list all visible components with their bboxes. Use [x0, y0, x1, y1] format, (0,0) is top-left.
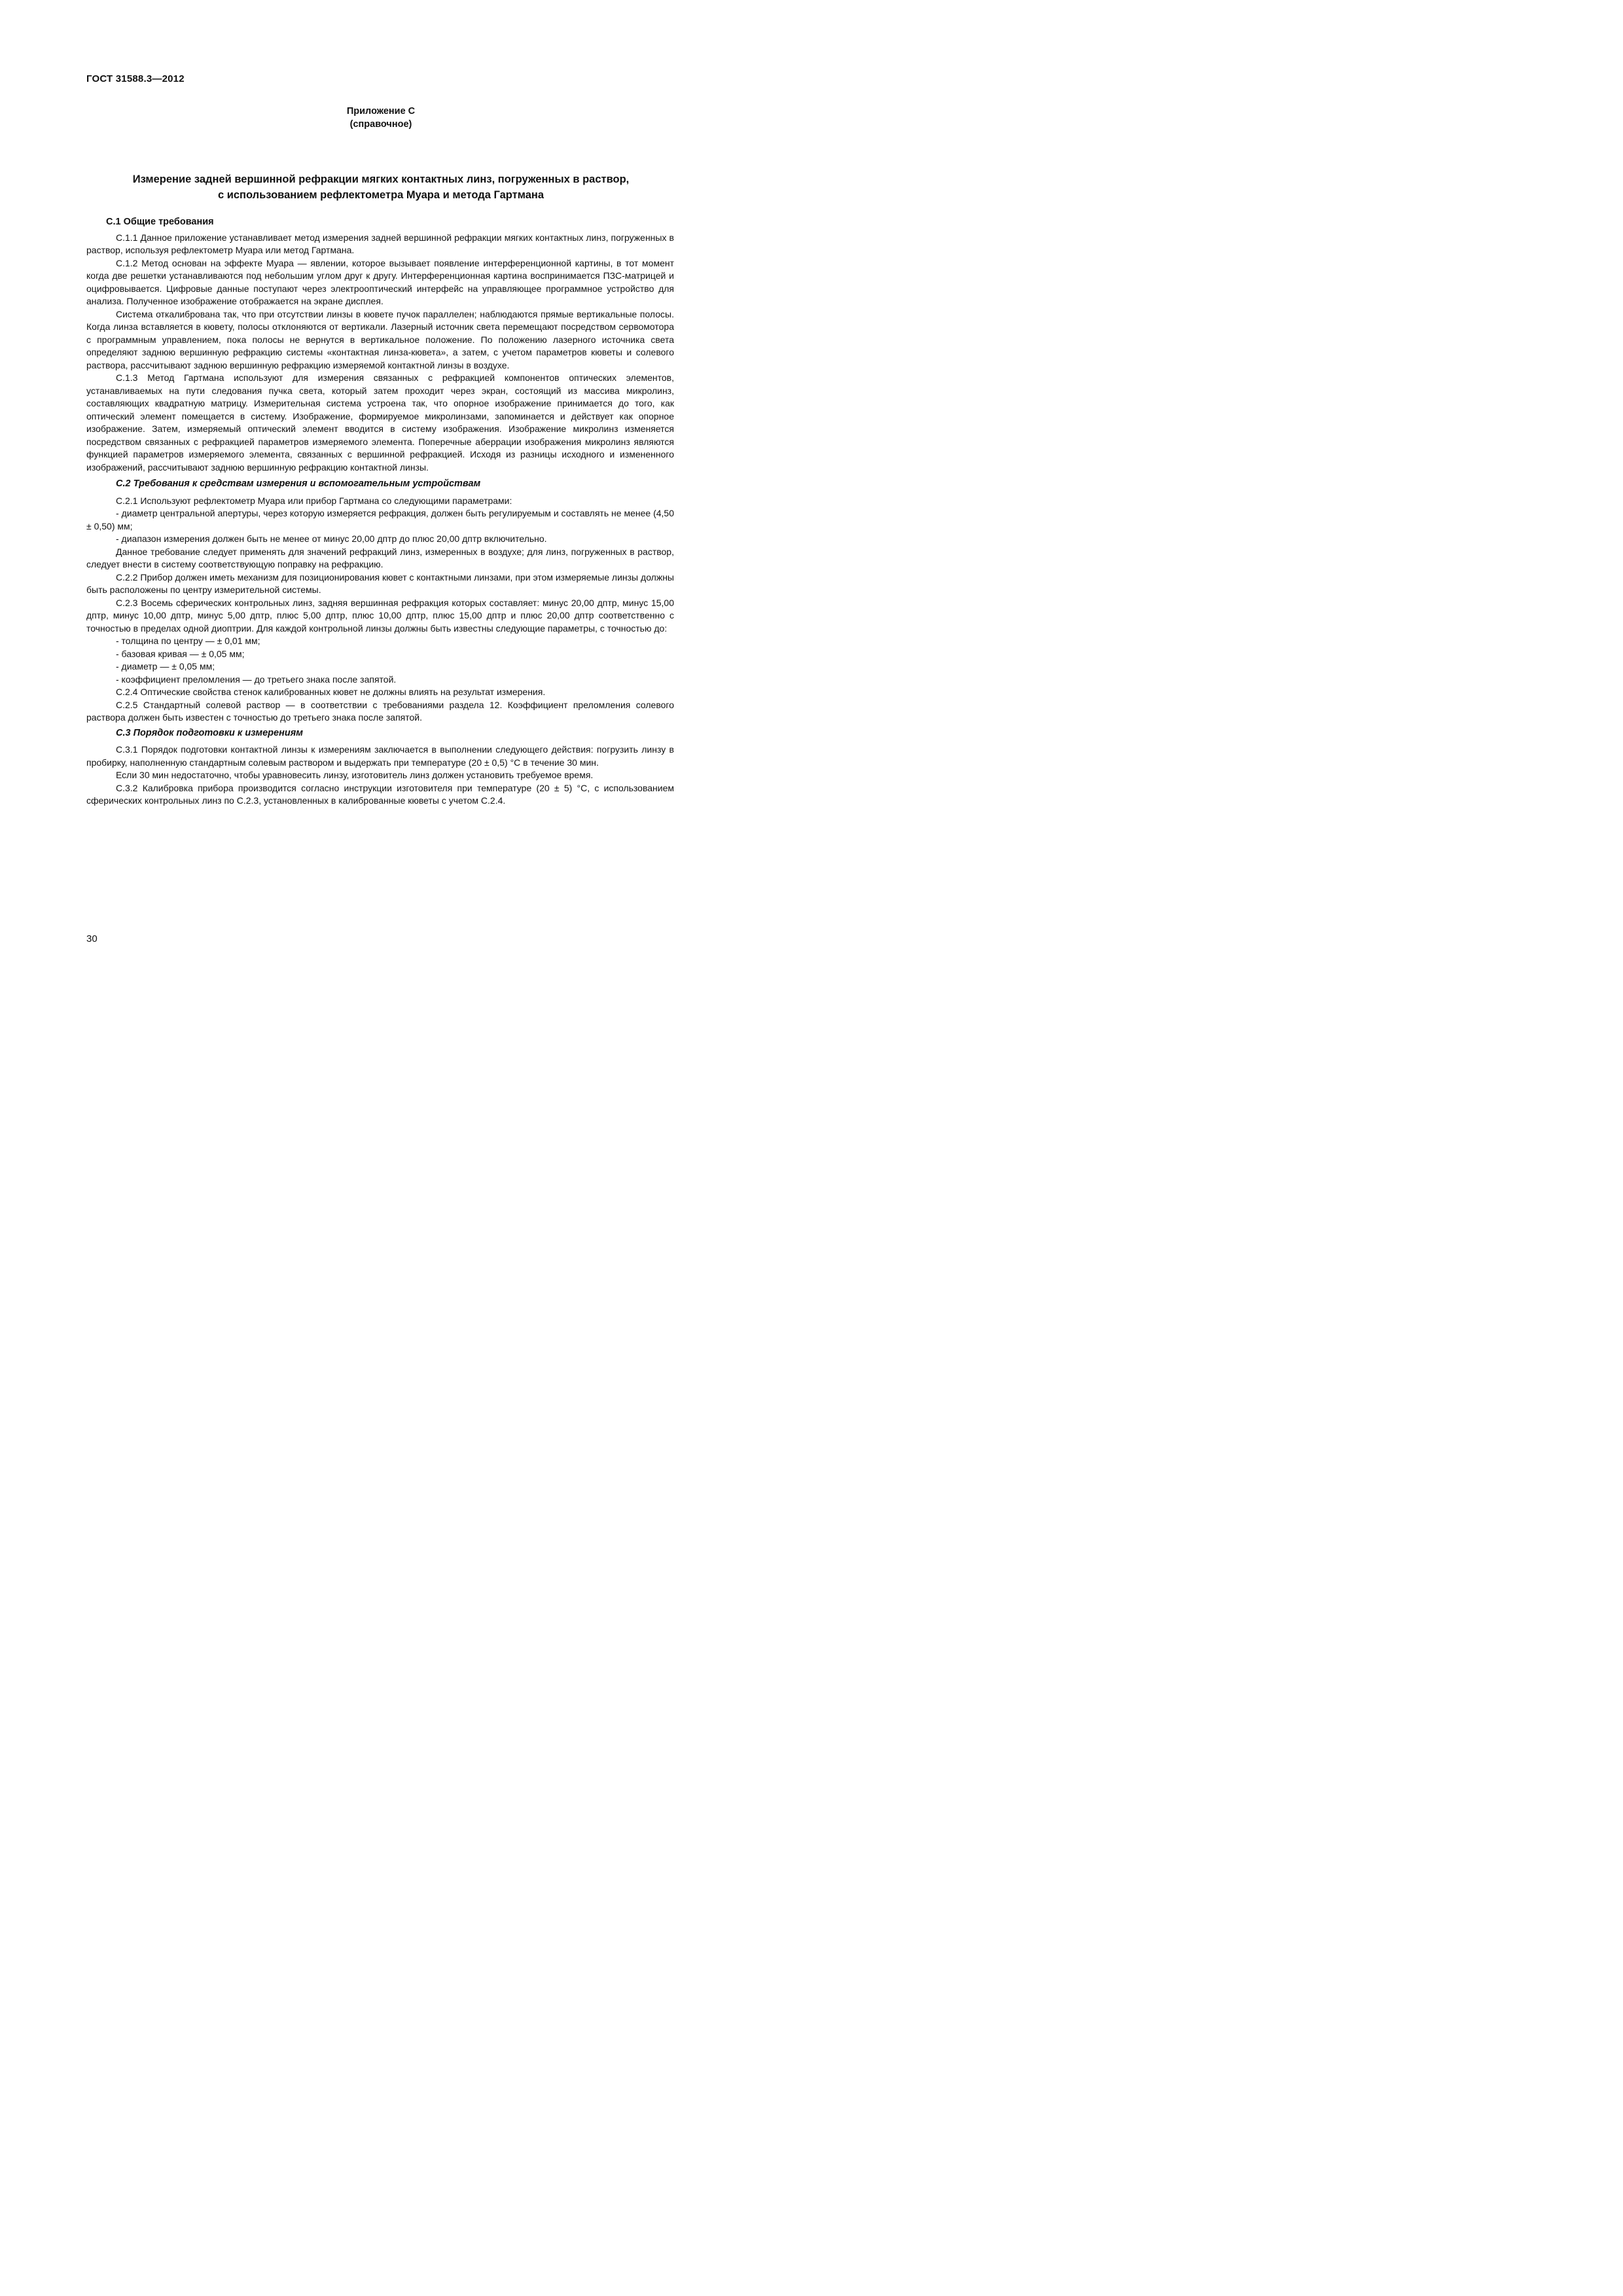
paragraph-c3-1: С.3.1 Порядок подготовки контактной линзы к измерениям заключается в выполнении следующего действия: погрузить линзу в пробирку, наполненную стандартным солевым раствором и выдержать при температуре (20 ± 0,5) °С в течение 30 мин. — [86, 744, 674, 768]
paragraph-c2-4: С.2.4 Оптические свойства стенок калиброванных кювет не должны влиять на результат измерения. — [116, 687, 546, 697]
list-item-thickness: - толщина по центру — ± 0,01 мм; — [116, 636, 260, 646]
page-number: 30 — [86, 933, 98, 944]
paragraph-c3-2: С.3.2 Калибровка прибора производится согласно инструкции изготовителя при температуре (20 ± 5) °С, с использованием сферических контрольных линз по С.2.3, установленных в калиброванные кюветы с учетом С.2.4. — [86, 782, 674, 806]
annex-heading — [0, 105, 762, 131]
section-heading-c3: С.3 Порядок подготовки к измерениям — [116, 727, 303, 738]
paragraph-c2-1: С.2.1 Используют рефлектометр Муара или прибор Гартмана со следующими параметрами: — [116, 495, 512, 506]
document-body — [86, 216, 674, 808]
paragraph-c1-3: С.1.3 Метод Гартмана используют для измерения связанных с рефракцией компонентов оптических элементов, устанавливаемых на пути следования пучка света, который затем проходит через экран, состоящий из массива микролинз, составляющих квадратную матрицу. Измерительная система устроена так, что опорное изображение принимается до того, как оптический элемент помещается в систему. Изображение, формируемое микролинзами, запоминается и действует как опорное изображение. Затем, измеряемый оптический элемент вводится в систему изображения. Изображение микролинз изменяется посредством связанных с рефракцией параметров измеряемого элемента. Поперечные аберрации изображения микролинз являются функцией параметров измеряемого элемента, связанных с вершинной рефракцией. Исходя из разницы исходного и измененного изображений, рассчитывают заднюю вершинную рефракцию контактной линзы. — [86, 372, 674, 473]
paragraph-c1-2: С.1.2 Метод основан на эффекте Муара — явлении, которое вызывает появление интерференционной картины, в тот момент когда две решетки устанавливаются под небольшим углом друг к другу. Интерференционная картина воспринимается ПЗС-матрицей и оцифровывается. Цифровые данные поступают через электрооптический интерфейс на управляющее программное устройство для анализа. Полученное изображение отображается на экране дисплея. — [86, 257, 674, 306]
annex-title — [59, 171, 703, 203]
section-heading-c1: С.1 Общие требования — [106, 217, 214, 227]
paragraph-c2-3: С.2.3 Восемь сферических контрольных линз, задняя вершинная рефракция которых составляет: минус 20,00 дптр, минус 15,00 дптр, минус 10,00 дптр, минус 5,00 дптр, плюс 5,00 дптр, плюс 10,00 дптр, плюс 15,00 дптр и плюс 20,00 дптр соответственно с точностью в пределах одной диоптрии. Для каждой контрольной линзы должны быть известны следующие параметры, с точностью до: — [86, 597, 674, 634]
list-item-range: - диапазон измерения должен быть не менее от минус 20,00 дптр до плюс 20,00 дптр включительно. — [116, 533, 547, 544]
paragraph-c2-2: С.2.2 Прибор должен иметь механизм для позиционирования кювет с контактными линзами, при этом измеряемые линзы должны быть расположены по центру измерительной системы. — [86, 571, 674, 595]
paragraph-c3-1-note: Если 30 мин недостаточно, чтобы уравновесить линзу, изготовитель линз должен установить требуемое время. — [116, 770, 594, 780]
paragraph-c1-2-cont: Система откалибрована так, что при отсутствии линзы в кювете пучок параллелен; наблюдаются прямые вертикальные полосы. Когда линза вставляется в кювету, полосы отклоняются от вертикали. Лазерный источник света перемещают посредством сервомотора с программным управлением, пока полосы не вернутся в вертикальное положение. По положению лазерного источника света определяют заднюю вершинную рефракцию системы «контактная линза-кювета», а затем, с учетом параметров кюветы и солевого раствора, рассчитывают заднюю вершинную рефракцию измеряемой контактной линзы в воздухе. — [86, 308, 674, 370]
list-item-base-curve: - базовая кривая — ± 0,05 мм; — [116, 648, 245, 659]
paragraph-c2-5: С.2.5 Стандартный солевой раствор — в соответствии с требованиями раздела 12. Коэффициент преломления солевого раствора должен быть известен с точностью до третьего знака после запятой. — [86, 699, 674, 723]
standard-number: ГОСТ 31588.3—2012 — [86, 73, 185, 84]
list-item-diameter: - диаметр — ± 0,05 мм; — [116, 661, 215, 672]
document-page — [0, 0, 722, 1021]
annex-type: (справочное) — [349, 119, 412, 130]
paragraph-c1-1: С.1.1 Данное приложение устанавливает метод измерения задней вершинной рефракции мягких контактных линз, погруженных в раствор, используя рефлектометр Муара или метод Гартмана. — [86, 232, 674, 255]
section-heading-c2: С.2 Требования к средствам измерения и вспомогательным устройствам — [116, 478, 481, 489]
annex-label: Приложение С — [346, 106, 416, 117]
paragraph-c2-1-note: Данное требование следует применять для значений рефракций линз, измеренных в воздухе; для линз, погруженных в раствор, следует внести в систему соответствующую поправку на рефракцию. — [86, 546, 674, 569]
title-line-1: Измерение задней вершинной рефракции мягких контактных линз, погруженных в раствор, — [132, 173, 630, 185]
list-item-aperture: - диаметр центральной апертуры, через которую измеряется рефракция, должен быть регулируемым и составлять не менее (4,50 ± 0,50) мм; — [86, 508, 674, 531]
title-line-2: с использованием рефлектометра Муара и метода Гартмана — [217, 189, 544, 201]
list-item-refractive-index: - коэффициент преломления — до третьего знака после запятой. — [116, 673, 397, 685]
